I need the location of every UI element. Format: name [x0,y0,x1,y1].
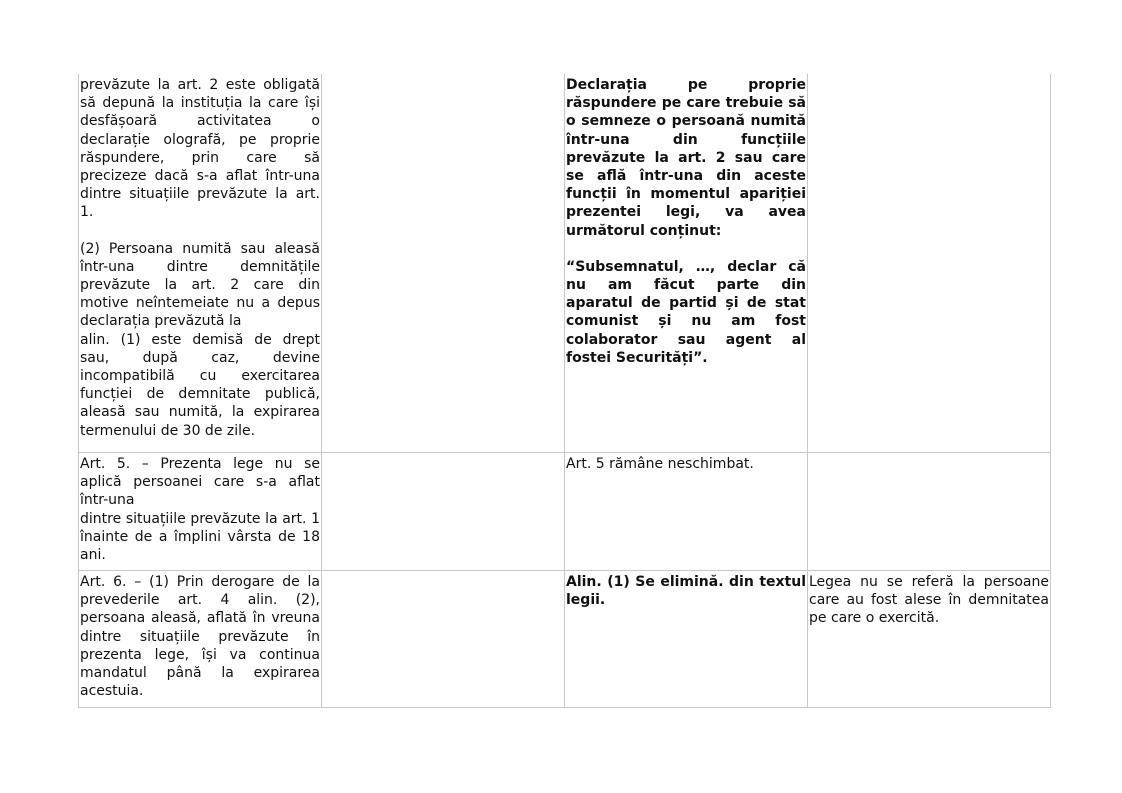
amendment-cell: Art. 5 rămâne neschimbat. [565,453,808,571]
original-text-cell [79,453,322,571]
paragraph: dintre situațiile prevăzute la art. 1 înainte de a împlini vârsta de 18 ani. [80,510,320,564]
motivation-cell: Legea nu se referă la persoane care au fost alese în demnitatea pe care o exercită. [808,571,1051,708]
table-row [79,571,1051,708]
empty-cell [322,453,565,571]
original-text-cell: Art. 6. – (1) Prin derogare de la prevederile art. 4 alin. (2), persoana aleasă, aflată în vreuna dintre situațiile prevăzute în prezenta lege, își va continua mandatul până la expirarea acestuia. [79,571,322,708]
table-row [79,74,1051,453]
amendment-cell [565,74,808,453]
paragraph: “Subsemnatul, …, declar că nu am făcut parte din aparatul de partid și de stat comunist și nu am fost colaborator sau agent al fostei Securități”. [566,258,806,366]
motivation-cell [808,74,1051,453]
paragraph: Art. 5. – Prezenta lege nu se aplică persoanei care s-a aflat într-una [80,456,320,509]
comparison-table [78,74,1051,708]
empty-cell [322,74,565,453]
paragraph: alin. (1) este demisă de drept sau, după caz, devine incompatibilă cu exercitarea funcției de demnitate publică, aleasă sau numită, la expirarea termenului de 30 de zile. [80,331,320,439]
paragraph: (2) Persoana numită sau aleasă într-una dintre demnitățile prevăzute la art. 2 care din motive neîntemeiate nu a depus declarația prevăzută la [80,240,320,330]
motivation-cell [808,453,1051,571]
table-row [79,453,1051,571]
original-text-cell [79,74,322,453]
paragraph: prevăzute la art. 2 este obligată să depună la instituția la care își desfășoară activitatea o declarație olografă, pe proprie răspundere, prin care să precizeze dacă s-a aflat într-una dintre situațiile prevăzute la art. 1. [80,77,320,221]
empty-cell [322,571,565,708]
amendment-cell: Alin. (1) Se elimină. din textul legii. [565,571,808,708]
paragraph: Declarația pe proprie răspundere pe care trebuie să o semneze o persoană numită într-una din funcțiile prevăzute la art. 2 sau care se află într-una din aceste funcții în momentul apariției prezentei legi, va avea următorul conținut: [566,77,806,239]
